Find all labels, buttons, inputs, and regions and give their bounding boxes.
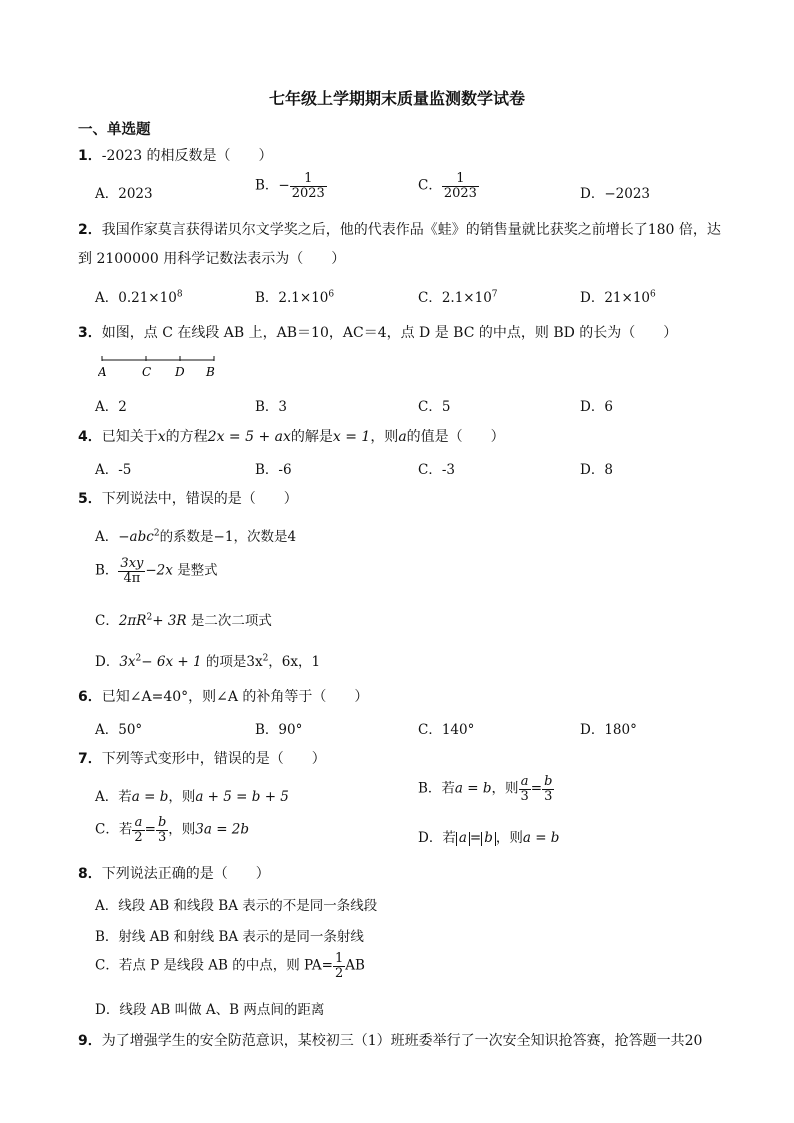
option-label: B． [95,562,119,579]
q1-option-c [418,172,479,200]
question-number: 5． [78,491,102,507]
text: B．若 [418,780,455,797]
math-expr: − 6x + 1 [141,654,202,670]
q8-option-b: B．射线 AB 和射线 BA 表示的是同一条射线 [95,929,364,945]
q6-option-b: B．90° [255,722,303,738]
q1-option-a: A．2023 [95,186,153,202]
option-text: A．0.21×10 [95,290,177,306]
option-label: A． [95,529,119,545]
numerator: 3xy [120,556,144,571]
math-expr: a = b [131,789,169,805]
question-number: 6． [78,689,102,705]
section-heading-single-choice: 一、单选题 [78,122,151,138]
math-expr: + 3R [152,613,187,629]
q7-option-d [418,826,559,846]
exponent: 6 [328,289,335,300]
question-text: 下列说法中，错误的是（ ） [101,491,298,507]
exponent: 7 [491,289,498,300]
text: 的值是（ ） [406,429,505,445]
fraction [542,775,554,803]
q2-option-c [418,286,498,306]
text: 的项是3x [205,654,263,670]
math-expr: −abc [118,529,154,545]
exponent: 2 [153,528,160,539]
text: 是整式 [177,562,218,579]
numerator: b [157,815,167,830]
q6-option-c: C．140° [418,722,475,738]
text: ，则 [168,821,196,838]
q5-option-d [95,650,320,670]
q4-option-a: A．-5 [95,462,132,478]
q2-option-d [580,286,656,306]
denominator: 2 [334,965,344,981]
text: 是二次二项式 [190,613,272,629]
question-text: 下列说法正确的是（ ） [101,866,270,882]
denominator: 3 [157,829,167,845]
q5-option-b [95,557,218,585]
option-label: C． [95,613,119,629]
text: ，则 [491,780,519,797]
text: 的方程 [165,429,208,445]
math-var: x [157,429,166,445]
exponent: 6 [650,289,656,300]
math-equation: 2x = 5 + ax [207,429,291,445]
denominator: 3 [520,788,529,804]
fraction [156,816,168,844]
question-text: 如图，点 C 在线段 AB 上，AB＝10，AC＝4，点 D 是 BC 的中点，则 BD 的长为（ ） [101,325,678,341]
q4-option-b: B．-6 [255,462,292,478]
question-text: -2023 的相反数是（ ） [101,148,273,164]
text: D．若 [418,830,456,846]
math-var: b [484,830,493,846]
line-segment-figure [98,352,228,380]
minus-sign: − [278,177,290,194]
label-b: B [206,365,215,379]
fraction [442,172,479,200]
q8-option-d: D．线段 AB 叫做 A、B 两点间的距离 [95,1002,325,1018]
math-expr: a + 5 = b + 5 [195,789,289,805]
question-1 [78,145,273,165]
exponent: 2 [146,612,153,623]
q8-option-a: A．线段 AB 和线段 BA 表示的不是同一条线段 [95,898,378,914]
text: A．若 [95,789,132,805]
equals: = [144,821,156,838]
equals: = [530,780,543,797]
text: ，则 [495,830,523,846]
exponent: 2 [262,653,269,664]
q5-option-a [95,525,296,545]
numerator: b [544,774,553,789]
question-3 [78,322,677,342]
math-expr: −2x [145,562,173,579]
q2-option-a [95,286,183,306]
q3-option-b: B．3 [255,399,288,415]
q3-option-c: C．5 [418,399,451,415]
equals: = [469,830,482,846]
q8-option-c [95,952,365,980]
text: 已知关于 [101,429,158,445]
text: ，则 [370,429,399,445]
fraction [132,816,144,844]
option-label: B． [255,177,279,194]
label-c: C [142,365,152,379]
text: ，则 [168,789,196,805]
option-label: C． [418,177,442,194]
denominator: 2023 [443,185,477,201]
numerator: a [519,775,531,790]
text: AB [345,957,365,974]
denominator: 2 [134,829,143,845]
question-text: 下列等式变形中，错误的是（ ） [101,751,326,767]
label-d: D [175,365,185,379]
fraction [519,775,531,803]
q7-option-a [95,785,289,805]
abs-value [481,832,496,846]
option-text: D．21×10 [580,290,650,306]
question-8 [78,863,270,883]
denominator: 4π [123,570,141,586]
q2-option-b [255,286,334,306]
question-text-line1: 我国作家莫言获得诺贝尔文学奖之后，他的代表作品《蛙》的销售量就比获奖之前增长了180 倍，达 [101,222,721,238]
option-label: D． [95,654,120,670]
question-text: 为了增强学生的安全防范意识，某校初三（1）班班委举行了一次安全知识抢答赛，抢答题一共20 [101,1033,703,1049]
question-text: 已知∠A=40°，则∠A 的补角等于（ ） [101,689,369,705]
page-title: 七年级上学期期末质量监测数学试卷 [268,89,525,108]
text: C．若点 P 是线段 AB 的中点，则 PA= [95,957,333,974]
math-expr: a = b [522,830,560,846]
question-6 [78,686,368,706]
question-9 [78,1030,702,1050]
question-number: 7． [78,751,102,767]
question-number: 8． [78,866,102,882]
option-text: C．2.1×10 [418,290,492,306]
q6-option-d: D．180° [580,722,637,738]
question-number: 2． [78,222,102,238]
question-number: 1． [78,148,102,164]
question-number: 9． [78,1033,102,1049]
text: C．若 [95,821,133,838]
abs-value [456,832,470,846]
fraction [333,952,345,980]
fraction [290,172,327,200]
question-2-line2: 到 2100000 用科学记数法表示为（ ） [78,251,346,267]
exponent: 8 [176,289,183,300]
exponent: 2 [135,653,142,664]
question-number: 3． [78,325,102,341]
math-var: a [398,429,407,445]
q1-option-b [255,172,327,200]
label-a: A [98,365,107,379]
denominator: 2023 [291,185,325,201]
q5-option-c [95,609,272,629]
math-var: a [458,830,467,846]
q4-option-d: D．8 [580,462,613,478]
q7-option-b [418,775,554,803]
text: 的系数是−1，次数是4 [159,529,297,545]
q7-option-c [95,816,249,844]
option-text: B．2.1×10 [255,290,329,306]
question-5 [78,488,298,508]
numerator: 1 [334,951,344,966]
q6-option-a: A．50° [95,722,143,738]
fraction [118,557,145,585]
q3-option-a: A．2 [95,399,127,415]
math-solution: x = 1 [332,429,371,445]
math-expr: 3x [119,654,136,670]
math-expr: 2πR [118,613,147,629]
numerator: 1 [442,172,479,187]
question-number: 4． [78,429,102,445]
q3-option-d: D．6 [580,399,613,415]
q1-option-d: D．−2023 [580,186,650,202]
question-4 [78,426,505,446]
text: ，6x，1 [268,654,321,670]
numerator: a [132,816,144,831]
math-expr: a = b [454,780,492,797]
denominator: 3 [544,788,553,804]
numerator: 1 [290,172,327,187]
question-2 [78,219,721,239]
text: 的解是 [290,429,333,445]
math-expr: 3a = 2b [195,821,250,838]
q4-option-c: C．-3 [418,462,455,478]
question-7 [78,748,326,768]
